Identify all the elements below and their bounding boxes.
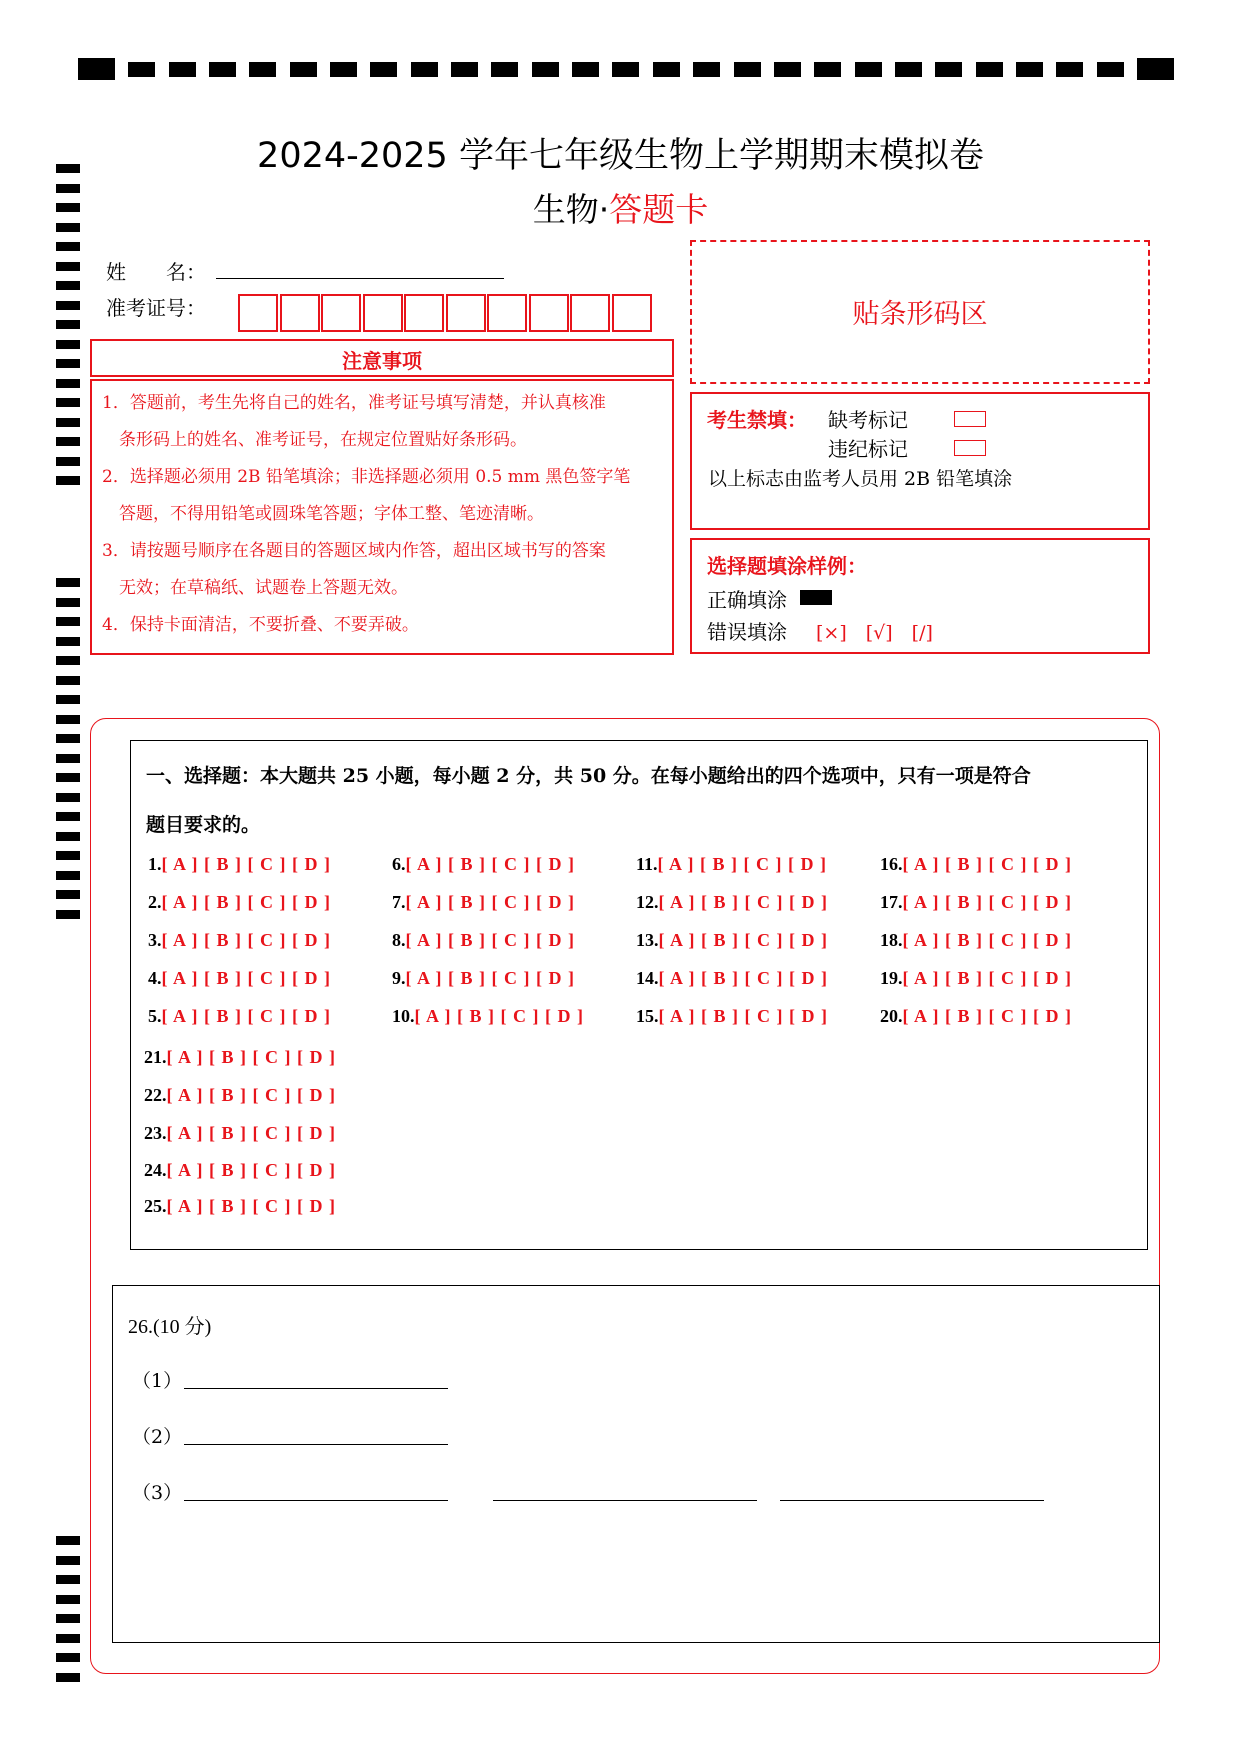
timing-mark (56, 871, 80, 880)
timing-mark (56, 340, 80, 349)
answer-options[interactable]: [ A ] [ B ] [ C ] [ D ] (405, 892, 575, 912)
timing-mark (56, 598, 80, 607)
timing-mark (78, 58, 115, 80)
notice-line: 1．答题前，考生先将自己的姓名，准考证号填写清楚，并认真核准 (102, 393, 606, 413)
timing-mark (411, 62, 438, 77)
id-digit-cell[interactable] (529, 294, 569, 332)
timing-mark (249, 62, 276, 77)
wrong-fill-marks: [×] [√] [/] (816, 622, 933, 644)
timing-mark (56, 1614, 80, 1623)
timing-mark (572, 62, 599, 77)
id-digit-cell[interactable] (404, 294, 444, 332)
id-digit-cell[interactable] (363, 294, 403, 332)
timing-mark (370, 62, 397, 77)
timing-mark (56, 910, 80, 919)
answer-card-label: 答题卡 (609, 190, 709, 229)
choice-question-8[interactable] (392, 930, 575, 951)
answer-options[interactable]: [ A ] [ B ] [ C ] [ D ] (161, 854, 331, 874)
timing-mark (56, 1536, 80, 1545)
question-number: 16. (880, 854, 903, 874)
question-number: 5. (148, 1006, 162, 1026)
q26-part-3-label: （3） (132, 1482, 183, 1504)
timing-mark (532, 62, 559, 77)
timing-mark (56, 1673, 80, 1682)
q26-part-3-blank-2[interactable] (493, 1500, 757, 1501)
absent-mark-label: 缺考标记 (828, 408, 908, 432)
answer-options[interactable]: [ A ] [ B ] [ C ] [ D ] (658, 930, 828, 950)
answer-options[interactable]: [ A ] [ B ] [ C ] [ D ] (414, 1006, 584, 1026)
choice-question-16[interactable] (880, 854, 1072, 875)
timing-mark (976, 62, 1003, 77)
timing-mark (56, 437, 80, 446)
timing-mark (209, 62, 236, 77)
id-digit-cell[interactable] (280, 294, 320, 332)
notice-line: 条形码上的姓名、准考证号，在规定位置贴好条形码。 (102, 430, 527, 450)
choice-question-11[interactable] (636, 854, 827, 875)
notice-line: 无效；在草稿纸、试题卷上答题无效。 (102, 578, 408, 598)
timing-mark (935, 62, 962, 77)
question-number: 23. (144, 1123, 167, 1143)
timing-mark (693, 62, 720, 77)
timing-mark (56, 1634, 80, 1643)
top-timing-marks (78, 58, 1174, 80)
choice-question-12[interactable] (636, 892, 828, 913)
timing-mark (56, 890, 80, 899)
answer-options[interactable]: [ A ] [ B ] [ C ] [ D ] (166, 1196, 336, 1216)
question-26-box (112, 1285, 1160, 1643)
question-number: 20. (880, 1006, 903, 1026)
timing-mark (290, 62, 317, 77)
subtitle-dot: · (598, 190, 610, 229)
question-26-heading: 26.(10 分) (128, 1316, 212, 1338)
notice-line: 答题，不得用铅笔或圆珠笔答题；字体工整、笔迹清晰。 (102, 504, 544, 524)
question-number: 24. (144, 1160, 167, 1180)
timing-mark (128, 62, 155, 77)
answer-options[interactable]: [ A ] [ B ] [ C ] [ D ] (902, 1006, 1072, 1026)
timing-mark (56, 1556, 80, 1565)
question-number: 13. (636, 930, 659, 950)
answer-options[interactable]: [ A ] [ B ] [ C ] [ D ] (166, 1085, 336, 1105)
answer-options[interactable]: [ A ] [ B ] [ C ] [ D ] (658, 892, 828, 912)
answer-options[interactable]: [ A ] [ B ] [ C ] [ D ] (902, 930, 1072, 950)
timing-mark (56, 301, 80, 310)
question-number: 15. (636, 1006, 659, 1026)
question-number: 4. (148, 968, 162, 988)
timing-mark (56, 418, 80, 427)
subject-label: 生物 (532, 190, 599, 229)
timing-mark (56, 578, 80, 587)
question-number: 11. (636, 854, 658, 874)
timing-mark (734, 62, 761, 77)
choice-question-20[interactable] (880, 1006, 1072, 1027)
timing-mark (56, 773, 80, 782)
choice-question-4[interactable] (148, 968, 331, 989)
answer-options[interactable]: [ A ] [ B ] [ C ] [ D ] (405, 854, 575, 874)
choice-question-22[interactable] (144, 1085, 336, 1106)
timing-mark (774, 62, 801, 77)
forbidden-label: 考生禁填： (707, 408, 807, 432)
name-label: 姓 名： (106, 260, 206, 284)
timing-mark (56, 637, 80, 646)
choice-question-21[interactable] (144, 1047, 336, 1068)
question-number: 7. (392, 892, 406, 912)
choice-question-15[interactable] (636, 1006, 828, 1027)
timing-mark (56, 457, 80, 466)
choice-question-13[interactable] (636, 930, 828, 951)
absent-mark-box[interactable] (954, 411, 986, 427)
timing-mark (56, 656, 80, 665)
page-title: 2024-2025 学年七年级生物上学期期末模拟卷 (257, 136, 984, 176)
question-number: 3. (148, 930, 162, 950)
name-field[interactable] (216, 278, 504, 279)
notice-line: 2．选择题必须用 2B 铅笔填涂；非选择题必须用 0.5 mm 黑色签字笔 (102, 467, 631, 487)
question-number: 21. (144, 1047, 167, 1067)
choice-question-2[interactable] (148, 892, 331, 913)
notice-line: 4．保持卡面清洁，不要折叠、不要弄破。 (102, 615, 419, 635)
answer-options[interactable]: [ A ] [ B ] [ C ] [ D ] (902, 854, 1072, 874)
timing-mark (56, 754, 80, 763)
notice-line: 3．请按题号顺序在各题目的答题区域内作答，超出区域书写的答案 (102, 541, 606, 561)
question-number: 1. (148, 854, 162, 874)
id-digit-cell[interactable] (321, 294, 361, 332)
q26-part-2-label: （2） (132, 1426, 183, 1448)
timing-mark (1097, 62, 1124, 77)
choice-question-7[interactable] (392, 892, 575, 913)
question-number: 8. (392, 930, 406, 950)
question-number: 25. (144, 1196, 167, 1216)
barcode-label: 贴条形码区 (852, 299, 988, 330)
timing-mark (1056, 62, 1083, 77)
timing-mark (855, 62, 882, 77)
timing-mark (56, 793, 80, 802)
timing-mark (56, 734, 80, 743)
question-number: 18. (880, 930, 903, 950)
timing-mark (56, 320, 80, 329)
wrong-fill-label: 错误填涂 (707, 620, 787, 644)
timing-mark (56, 242, 80, 251)
timing-mark (56, 812, 80, 821)
timing-mark (56, 851, 80, 860)
timing-mark (56, 379, 80, 388)
choice-question-17[interactable] (880, 892, 1072, 913)
timing-mark (451, 62, 478, 77)
answer-options[interactable]: [ A ] [ B ] [ C ] [ D ] (161, 930, 331, 950)
answer-options[interactable]: [ A ] [ B ] [ C ] [ D ] (657, 854, 827, 874)
choice-question-5[interactable] (148, 1006, 331, 1027)
choice-section-instruction: 一、选择题：本大题共 25 小题，每小题 2 分，共 50 分。在每小题给出的四个选项中，只有一项是符合 (146, 765, 1031, 787)
notice-box (90, 379, 674, 655)
timing-mark (56, 676, 80, 685)
choice-question-6[interactable] (392, 854, 575, 875)
answer-options[interactable]: [ A ] [ B ] [ C ] [ D ] (405, 930, 575, 950)
question-number: 17. (880, 892, 903, 912)
correct-fill-label: 正确填涂 (707, 588, 787, 612)
violation-mark-label: 违纪标记 (828, 437, 908, 461)
answer-options[interactable]: [ A ] [ B ] [ C ] [ D ] (166, 1123, 336, 1143)
id-label: 准考证号： (106, 296, 206, 320)
q26-part-3-blank-3[interactable] (780, 1500, 1044, 1501)
timing-mark (56, 715, 80, 724)
choice-section-instruction-cont: 题目要求的。 (146, 814, 261, 836)
question-number: 19. (880, 968, 903, 988)
answer-options[interactable]: [ A ] [ B ] [ C ] [ D ] (658, 968, 828, 988)
choice-question-19[interactable] (880, 968, 1072, 989)
timing-mark (56, 695, 80, 704)
timing-mark (56, 476, 80, 485)
fill-sample-heading: 选择题填涂样例： (707, 554, 867, 578)
timing-mark (56, 398, 80, 407)
question-number: 9. (392, 968, 406, 988)
answer-options[interactable]: [ A ] [ B ] [ C ] [ D ] (902, 892, 1072, 912)
choice-question-24[interactable] (144, 1160, 336, 1181)
timing-mark (814, 62, 841, 77)
violation-mark-box[interactable] (954, 440, 986, 456)
id-digit-cell[interactable] (238, 294, 278, 332)
answer-options[interactable]: [ A ] [ B ] [ C ] [ D ] (166, 1047, 336, 1067)
answer-options[interactable]: [ A ] [ B ] [ C ] [ D ] (405, 968, 575, 988)
choice-question-1[interactable] (148, 854, 331, 875)
q26-part-1-label: （1） (132, 1370, 183, 1392)
timing-mark (169, 62, 196, 77)
choice-question-14[interactable] (636, 968, 828, 989)
timing-mark (56, 359, 80, 368)
question-number: 6. (392, 854, 406, 874)
timing-mark (56, 281, 80, 290)
choice-question-9[interactable] (392, 968, 575, 989)
choice-question-23[interactable] (144, 1123, 336, 1144)
timing-mark (1137, 58, 1174, 80)
choice-question-18[interactable] (880, 930, 1072, 951)
timing-mark (895, 62, 922, 77)
timing-mark (56, 832, 80, 841)
page-subtitle (0, 184, 1241, 231)
id-digit-cell[interactable] (570, 294, 610, 332)
q26-part-1-blank[interactable] (184, 1388, 448, 1389)
question-number: 10. (392, 1006, 415, 1026)
choice-question-25[interactable] (144, 1196, 336, 1217)
timing-mark (612, 62, 639, 77)
timing-mark (56, 1653, 80, 1662)
timing-mark (1016, 62, 1043, 77)
question-number: 14. (636, 968, 659, 988)
id-digit-cell[interactable] (612, 294, 652, 332)
timing-mark (491, 62, 518, 77)
id-digit-cell[interactable] (487, 294, 527, 332)
forbidden-note: 以上标志由监考人员用 2B 铅笔填涂 (708, 468, 1013, 490)
id-digit-cell[interactable] (446, 294, 486, 332)
correct-fill-mark (800, 590, 832, 605)
question-number: 2. (148, 892, 162, 912)
answer-options[interactable]: [ A ] [ B ] [ C ] [ D ] (902, 968, 1072, 988)
choice-question-3[interactable] (148, 930, 331, 951)
answer-options[interactable]: [ A ] [ B ] [ C ] [ D ] (161, 1006, 331, 1026)
timing-mark (56, 262, 80, 271)
notice-heading: 注意事项 (342, 349, 422, 373)
timing-mark (56, 1595, 80, 1604)
timing-mark (56, 1575, 80, 1584)
timing-mark (56, 617, 80, 626)
question-number: 22. (144, 1085, 167, 1105)
question-number: 12. (636, 892, 659, 912)
answer-options[interactable]: [ A ] [ B ] [ C ] [ D ] (161, 968, 331, 988)
answer-options[interactable]: [ A ] [ B ] [ C ] [ D ] (658, 1006, 828, 1026)
timing-mark (330, 62, 357, 77)
choice-question-10[interactable] (392, 1006, 584, 1027)
q26-part-3-blank-1[interactable] (184, 1500, 448, 1501)
answer-options[interactable]: [ A ] [ B ] [ C ] [ D ] (161, 892, 331, 912)
q26-part-2-blank[interactable] (184, 1444, 448, 1445)
answer-options[interactable]: [ A ] [ B ] [ C ] [ D ] (166, 1160, 336, 1180)
timing-mark (653, 62, 680, 77)
